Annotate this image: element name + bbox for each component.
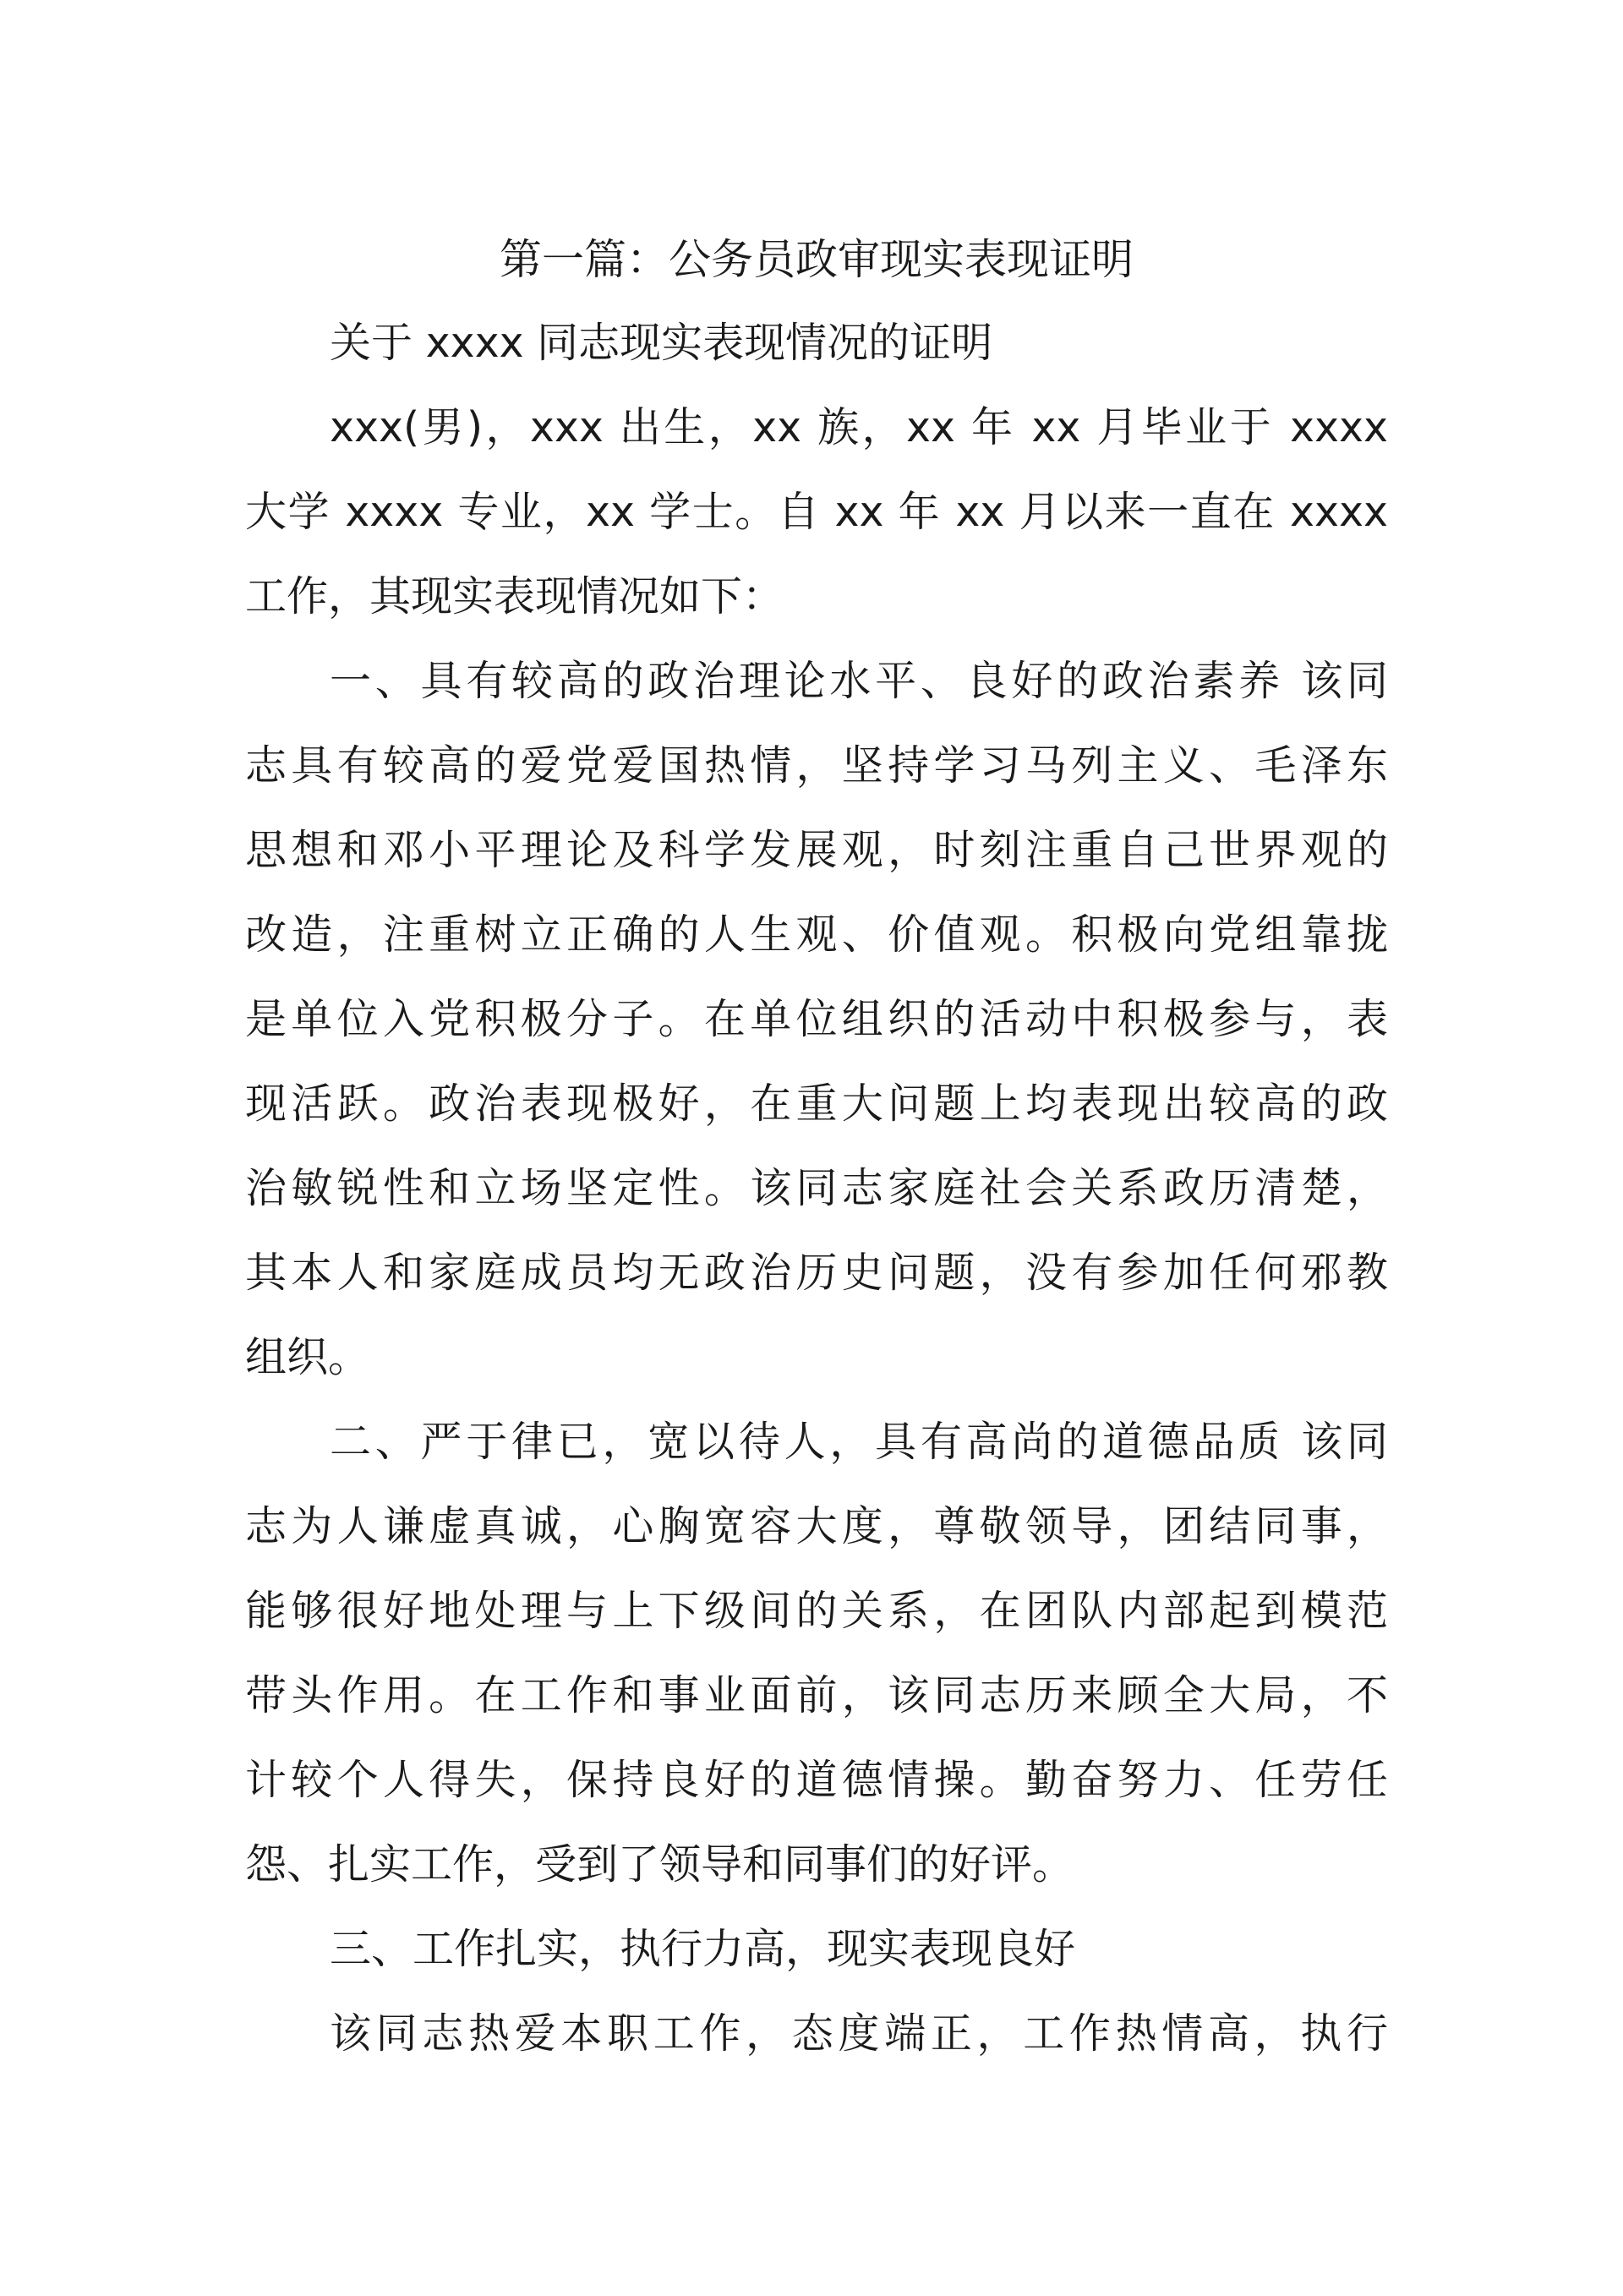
document-page bbox=[245, 221, 1388, 2076]
text-line: 志为人谦虚真诚，心胸宽容大度，尊敬领导，团结同事， bbox=[245, 1502, 1388, 1550]
page-title: 第一篇：公务员政审现实表现证明 bbox=[500, 235, 1134, 284]
section-heading-line: 二、严于律已，宽以待人，具有高尚的道德品质 该同 bbox=[330, 1418, 1388, 1466]
text-line: 改造，注重树立正确的人生观、价值观。积极向党组靠拢 bbox=[245, 910, 1388, 959]
text-line: 大学 xxxx 专业，xx 学士。自 xx 年 xx 月以来一直在 xxxx bbox=[245, 488, 1388, 536]
text-line: 治敏锐性和立场坚定性。该同志家庭社会关系政历清楚， bbox=[245, 1164, 1388, 1212]
text-line: 该同志热爱本职工作，态度端正，工作热情高，执行 bbox=[330, 2009, 1388, 2058]
text-line: 志具有较高的爱党爱国热情，坚持学习马列主义、毛泽东 bbox=[245, 741, 1388, 790]
section-heading-line: 三、工作扎实，执行力高，现实表现良好 bbox=[330, 1925, 1076, 1973]
text-line: 思想和邓小平理论及科学发展观，时刻注重自己世界观的 bbox=[245, 826, 1388, 874]
text-line: 带头作用。在工作和事业面前，该同志历来顾全大局，不 bbox=[245, 1671, 1388, 1719]
text-line: 怨、扎实工作，受到了领导和同事们的好评。 bbox=[245, 1840, 1074, 1889]
text-line: xxx(男)，xxx 出生，xx 族，xx 年 xx 月毕业于 xxxx bbox=[330, 403, 1388, 451]
text-line: 其本人和家庭成员均无政治历史问题，没有参加任何邪教 bbox=[245, 1249, 1388, 1297]
text-line: 计较个人得失，保持良好的道德情操。勤奋努力、任劳任 bbox=[245, 1756, 1388, 1804]
section-heading-line: 一、具有较高的政治理论水平、良好的政治素养 该同 bbox=[330, 657, 1388, 705]
subtitle-line: 关于 xxxx 同志现实表现情况的证明 bbox=[330, 319, 993, 367]
text-line: 组织。 bbox=[245, 1333, 370, 1381]
text-line: 能够很好地处理与上下级间的关系，在团队内部起到模范 bbox=[245, 1587, 1388, 1635]
text-line: 现活跃。政治表现极好，在重大问题上均表现出较高的政 bbox=[245, 1080, 1388, 1128]
text-line: 工作，其现实表现情况如下： bbox=[245, 572, 784, 620]
text-line: 是单位入党积极分子。在单位组织的活动中积极参与，表 bbox=[245, 995, 1388, 1043]
